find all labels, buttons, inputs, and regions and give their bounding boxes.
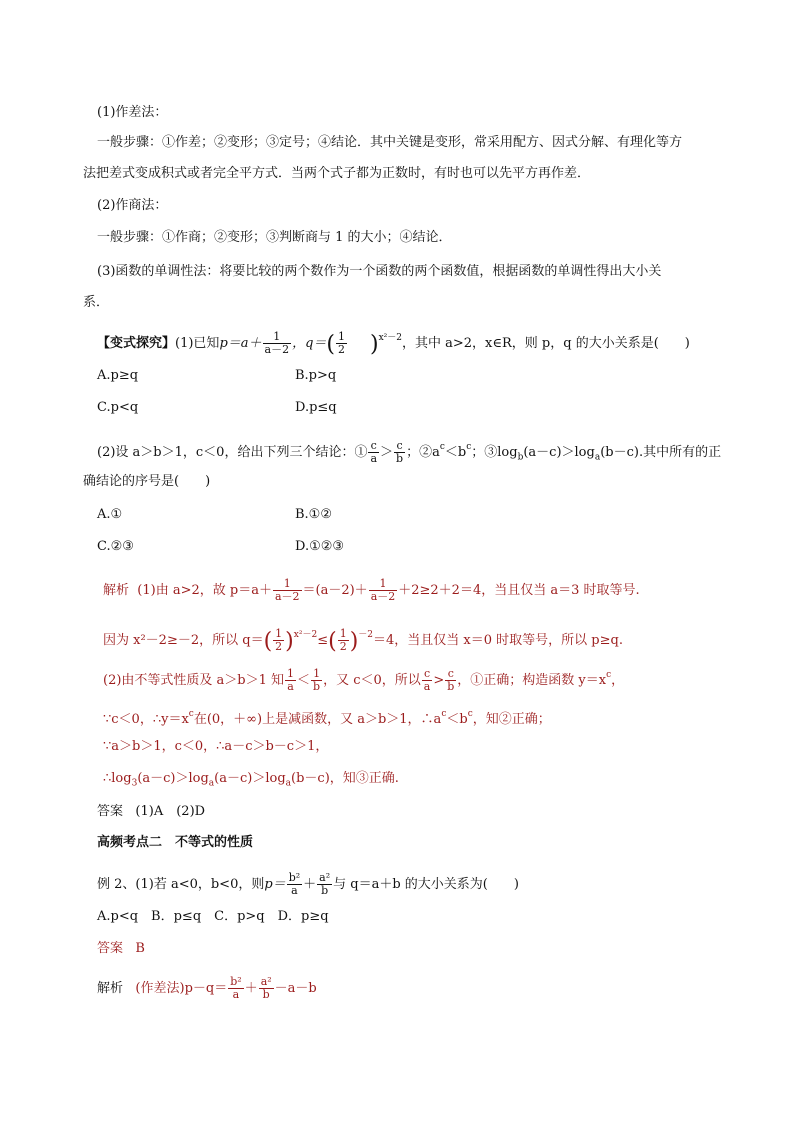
analysis-line-2: 因为 x²－2≥－2，所以 q＝( $\frac{1}{2}$ )$^{x^2-2}$≤( $\frac{1}{2}$ )$^{-2}$＝4，当且仅当 x＝0 时取等号，所以 p≥q. (103, 627, 623, 654)
q1-option-d: D.p≤q (295, 400, 337, 415)
analysis-line-4: ∵c＜0，$\therefore y=x^c$在(0，＋∞)上是减函数，又 a＞b＞1，$\therefore a^c<b^c$，知②正确； (103, 709, 551, 727)
method1-title: (1)作差法： (97, 105, 168, 120)
q1-exponent: x²－2 (378, 333, 403, 343)
answer-label: 答案 (97, 804, 124, 819)
q1-option-a: A.p≥q (97, 368, 139, 383)
variant-tag: 【变式探究】 (97, 336, 176, 351)
q1-half: $\frac{1}{2}$ (338, 330, 345, 356)
method2-title: (2)作商法： (97, 198, 168, 213)
q1-fraction: $\frac{1}{a-2}$ (264, 330, 290, 356)
analysis-line-6: $\therefore\log_3(a-c)>\log_a(a-c)>\log_a(b-c)$，知③正确. (103, 771, 399, 789)
q1-p: p＝a＋ (219, 336, 262, 351)
example-2-question: 例 2、(1)若 a<0，b<0，则p＝ $\frac{\text{b²}}{a}$ ＋ $\frac{\text{a²}}{b}$ 与 q＝a＋b 的大小关系为( ) (97, 871, 519, 897)
q2-option-d: D.①②③ (295, 539, 345, 554)
answer-value: (1)A (2)D (135, 804, 206, 819)
variant-question-2: (2)设 a＞b＞1，c＜0，给出下列三个结论：① $\frac{c}{a}$ ＞ $\frac{c}{b}$ ；$②a^c<b^c$；$③\log_b(a-c)>\log_a(b-c)$.其中所有的正 (97, 439, 722, 465)
q1-q: ，q＝ (292, 336, 327, 351)
q2-line2: 确结论的序号是( ) (83, 474, 211, 489)
q1-option-b: B.p>q (295, 368, 337, 383)
q2-option-c: C.②③ (97, 539, 134, 554)
q2-option-a: A.① (97, 507, 123, 522)
analysis-line-5: ∵a＞b＞1，c＜0，∴a－c＞b－c＞1， (103, 739, 329, 754)
example-2-answer: 答案 B (97, 941, 145, 956)
method1-steps-line1: 一般步骤：①作差；②变形；③定号；④结论．其中关键是变形，常采用配方、因式分解、有理化等方 (97, 135, 683, 150)
example-2-analysis: 解析 (作差法)p－q＝ $\frac{\text{b²}}{a}$ ＋ $\frac{\text{a²}}{b}$ －a－b (97, 975, 317, 1001)
analysis-label: 解析 (103, 583, 130, 598)
q2-option-b: B.①② (295, 507, 332, 522)
method3-line2: 系． (83, 295, 110, 310)
example-2-options: A.p<q B．p≤q C．p>q D．p≥q (97, 909, 329, 924)
method2-steps: 一般步骤：①作商；②变形；③判断商与 1 的大小；④结论． (97, 230, 452, 245)
analysis-line-3: (2)由不等式性质及 a＞b＞1 知 $\frac{1}{a}$ ＜ $\frac{1}{b}$ ，又 c＜0，所以 $\frac{c}{a}$ > $\frac{c}{b}$ ，①正确；构造函数 $y=x^c$， (103, 667, 625, 693)
answer-1 (97, 802, 205, 822)
q1-prefix: (1)已知 (175, 336, 220, 351)
method1-steps-line2: 法把差式变成积式或者完全平方式．当两个式子都为正数时，有时也可以先平方再作差． (83, 166, 591, 181)
variant-question-1: 【变式探究】(1)已知p＝a＋ $\frac{1}{a-2}$ ，q＝( $\frac{1}{2}$ )$^{x^2-2}$，其中 a>2，x∈R，则 p，q 的大小关系是( ) (97, 330, 690, 357)
method3-line1: (3)函数的单调性法：将要比较的两个数作为一个函数的两个函数值，根据函数的单调性得出大小关 (97, 264, 662, 279)
q1-suffix: ，其中 a>2，x∈R，则 p，q 的大小关系是( ) (402, 336, 690, 351)
q1-option-c: C.p<q (97, 400, 139, 415)
section-2-title: 高频考点二 不等式的性质 (97, 835, 254, 850)
analysis-line-1: 解析 (1)由 a>2，故 p＝a＋ $\frac{1}{a-2}$ ＝(a－2)＋ $\frac{1}{a-2}$ ＋2≥2＋2＝4，当且仅当 a＝3 时取等号. (103, 577, 640, 603)
